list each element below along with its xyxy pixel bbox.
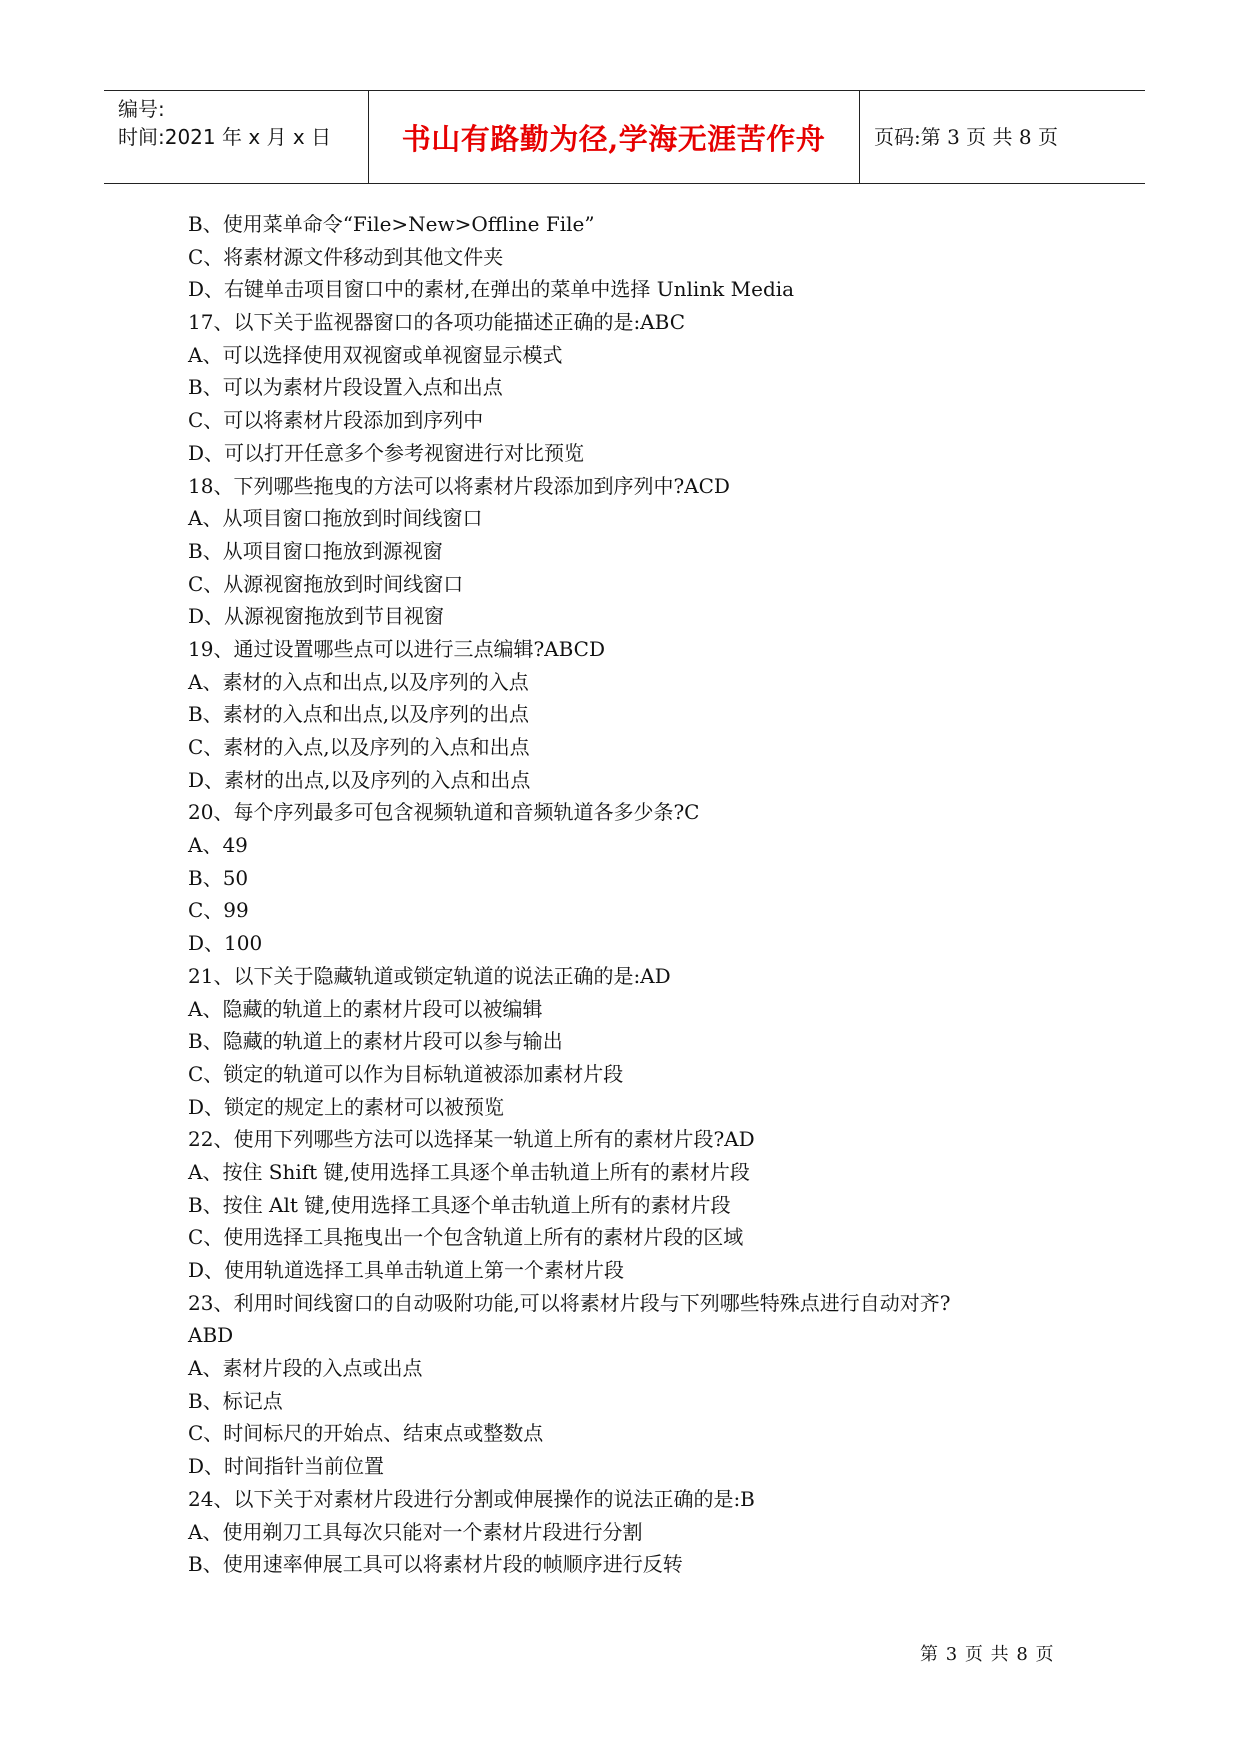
- text-line: 21、以下关于隐藏轨道或锁定轨道的说法正确的是:AD: [188, 963, 671, 988]
- text-line: A、素材片段的入点或出点: [188, 1356, 423, 1381]
- document-date: 时间:2021 年 x 月 x 日: [118, 125, 332, 149]
- text-line: D、使用轨道选择工具单击轨道上第一个素材片段: [188, 1258, 625, 1282]
- text-line: A、可以选择使用双视窗或单视窗显示模式: [188, 342, 563, 367]
- text-line: C、99: [188, 898, 249, 923]
- text-line: A、隐藏的轨道上的素材片段可以被编辑: [188, 996, 543, 1021]
- text-line: B、素材的入点和出点,以及序列的出点: [188, 702, 530, 727]
- text-line: B、使用菜单命令“File>New>Offline File”: [188, 212, 595, 236]
- page-footer: 第 3 页 共 8 页: [920, 1644, 1055, 1665]
- text-line: B、按住 Alt 键,使用选择工具逐个单击轨道上所有的素材片段: [188, 1192, 731, 1217]
- text-line: 18、下列哪些拖曳的方法可以将素材片段添加到序列中?ACD: [188, 473, 730, 498]
- text-line: 24、以下关于对素材片段进行分割或伸展操作的说法正确的是:B: [188, 1486, 755, 1511]
- text-line: 23、利用时间线窗口的自动吸附功能,可以将素材片段与下列哪些特殊点进行自动对齐?: [188, 1290, 951, 1315]
- header-page-info: 页码:第 3 页 共 8 页: [874, 125, 1058, 149]
- text-line: B、从项目窗口拖放到源视窗: [188, 538, 443, 563]
- text-line: A、从项目窗口拖放到时间线窗口: [188, 506, 483, 531]
- text-line: A、49: [188, 833, 248, 858]
- text-line: C、锁定的轨道可以作为目标轨道被添加素材片段: [188, 1061, 624, 1086]
- text-line: D、时间指针当前位置: [188, 1454, 385, 1479]
- text-line: 22、使用下列哪些方法可以选择某一轨道上所有的素材片段?AD: [188, 1127, 755, 1152]
- text-line: D、可以打开任意多个参考视窗进行对比预览: [188, 440, 585, 465]
- text-line: 19、通过设置哪些点可以进行三点编辑?ABCD: [188, 636, 606, 661]
- text-line: D、锁定的规定上的素材可以被预览: [188, 1094, 505, 1119]
- text-line: B、标记点: [188, 1388, 283, 1413]
- header-motto: 书山有路勤为径,学海无涯苦作舟: [401, 122, 826, 156]
- text-line: C、从源视窗拖放到时间线窗口: [188, 571, 464, 596]
- text-line: B、50: [188, 865, 249, 890]
- text-line: B、使用速率伸展工具可以将素材片段的帧顺序进行反转: [188, 1552, 683, 1577]
- text-line: A、使用剃刀工具每次只能对一个素材片段进行分割: [188, 1519, 643, 1544]
- text-line: C、将素材源文件移动到其他文件夹: [188, 244, 504, 269]
- text-line: ABD: [188, 1323, 234, 1348]
- header-divider-right: [859, 91, 860, 183]
- header-meta: [118, 91, 368, 183]
- text-line: A、素材的入点和出点,以及序列的入点: [188, 669, 529, 694]
- text-line: D、右键单击项目窗口中的素材,在弹出的菜单中选择 Unlink Media: [188, 277, 795, 302]
- text-line: D、从源视窗拖放到节目视窗: [188, 604, 445, 629]
- document-body: [188, 208, 1108, 1581]
- text-line: 20、每个序列最多可包含视频轨道和音频轨道各多少条?C: [188, 800, 700, 825]
- text-line: C、可以将素材片段添加到序列中: [188, 408, 484, 433]
- text-line: C、素材的入点,以及序列的入点和出点: [188, 735, 530, 759]
- text-line: D、素材的出点,以及序列的入点和出点: [188, 767, 531, 792]
- text-line: B、可以为素材片段设置入点和出点: [188, 375, 503, 400]
- text-line: D、100: [188, 931, 263, 956]
- document-number: 编号:: [118, 97, 165, 121]
- text-line: C、使用选择工具拖曳出一个包含轨道上所有的素材片段的区域: [188, 1225, 744, 1250]
- text-line: 17、以下关于监视器窗口的各项功能描述正确的是:ABC: [188, 310, 686, 335]
- text-line: A、按住 Shift 键,使用选择工具逐个单击轨道上所有的素材片段: [188, 1159, 750, 1184]
- text-line: B、隐藏的轨道上的素材片段可以参与输出: [188, 1029, 563, 1054]
- page-header: [104, 90, 1145, 184]
- text-line: C、时间标尺的开始点、结束点或整数点: [188, 1421, 544, 1446]
